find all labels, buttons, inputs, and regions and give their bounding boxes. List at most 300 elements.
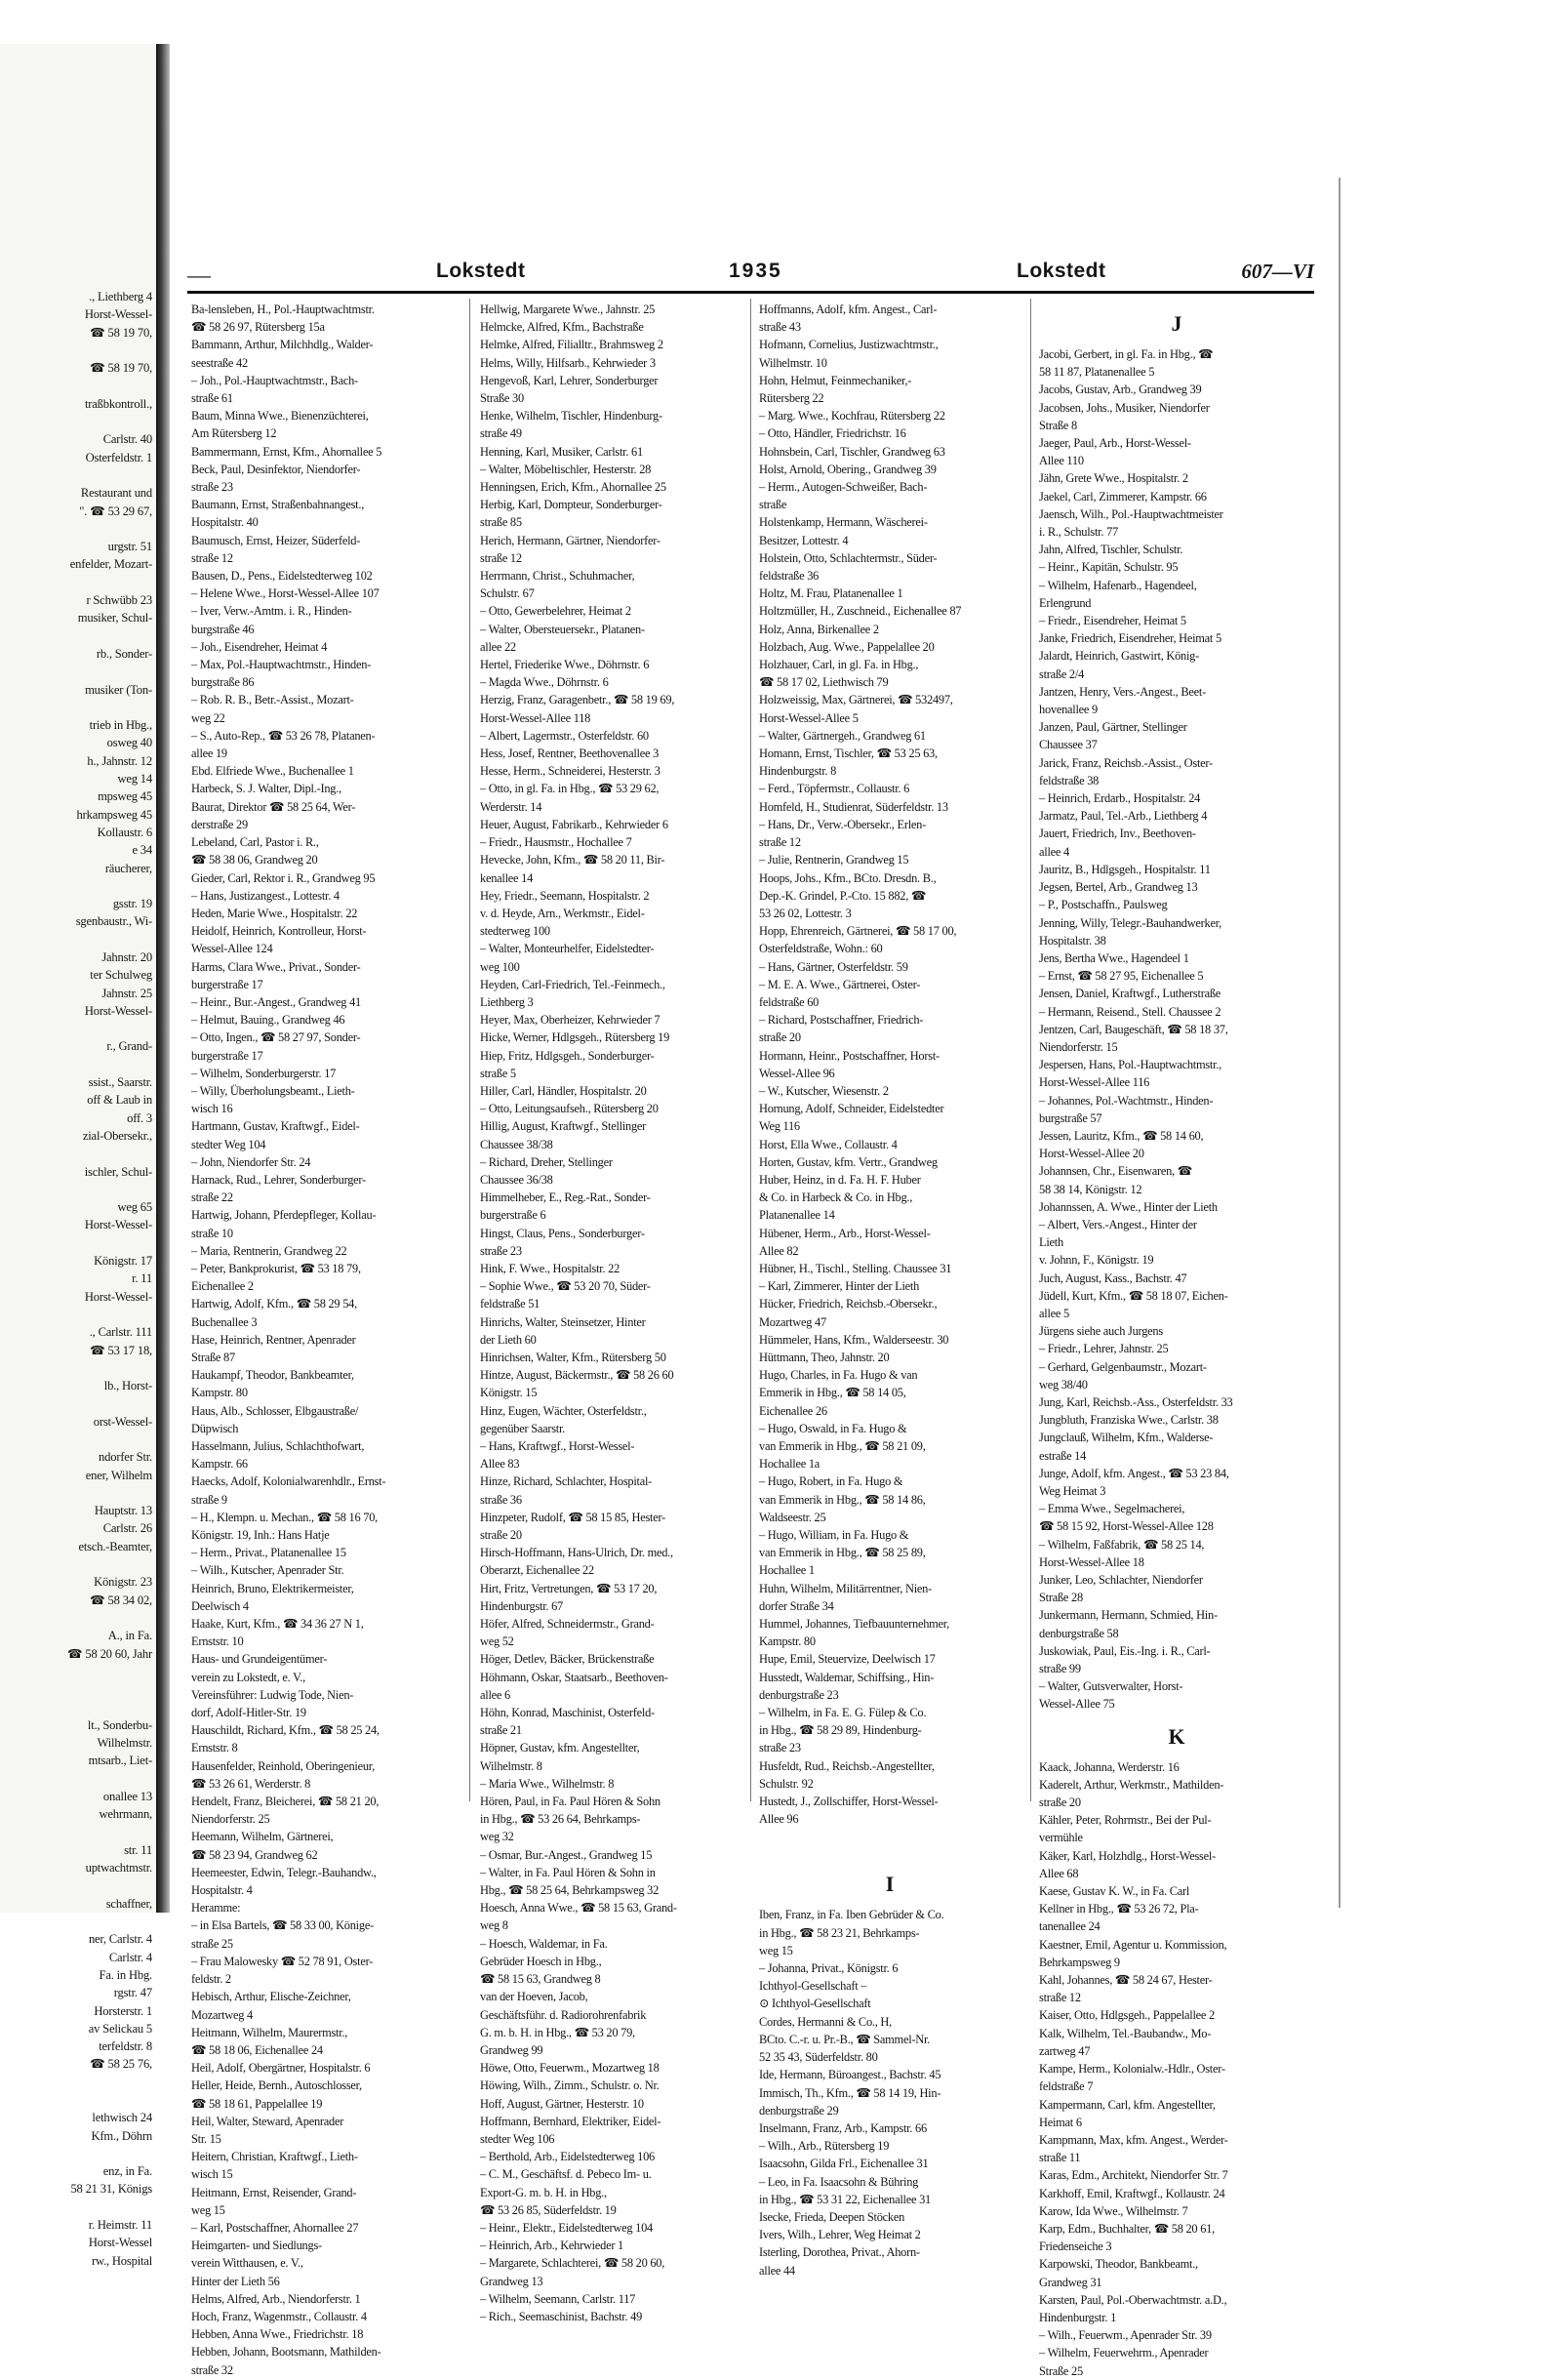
directory-column-3 (759, 301, 1021, 2279)
directory-entry-line: Kampstr. 80 (759, 1634, 816, 1649)
directory-entry-line: – Margarete, Schlachterei, ☎ 58 20 60, (480, 2256, 665, 2271)
directory-entry-line: – Heinr., Kapitän, Schulstr. 95 (1039, 560, 1179, 575)
directory-entry-line: Hoch, Franz, Wagenmstr., Collaustr. 4 (191, 2309, 367, 2323)
facing-page-line: ener, Wilhelm (85, 1468, 152, 1482)
directory-entry-line: Hindenburgstr. 1 (1039, 2310, 1117, 2324)
facing-page-line: Horst-Wessel- (84, 1003, 152, 1018)
directory-entry-line: Helmke, Alfred, Filialltr., Brahmsweg 2 (480, 338, 663, 352)
directory-entry-line: – Hugo, Robert, in Fa. Hugo & (759, 1474, 903, 1489)
directory-entry-line: Hospitalstr. 38 (1039, 933, 1106, 948)
blank-line (0, 1181, 156, 1198)
directory-entry-line: straße 10 (191, 1226, 233, 1240)
directory-entry-line: Kampstr. 66 (191, 1457, 248, 1472)
directory-entry-line: – W., Kutscher, Wiesenstr. 2 (759, 1083, 889, 1098)
page-number: 607—VI (1241, 260, 1314, 283)
directory-entry-line: Chaussee 36/38 (480, 1172, 553, 1187)
directory-entry-line: Erlengrund (1039, 595, 1092, 610)
directory-entry-line: Hoffmanns, Adolf, kfm. Angest., Carl- (759, 303, 938, 316)
directory-entry-line: straße 12 (480, 550, 522, 565)
facing-page-line: onallee 13 (102, 1789, 152, 1803)
directory-entry-line: Heyer, Max, Oberheizer, Kehrwieder 7 (480, 1013, 660, 1028)
directory-entry-line: Hey, Friedr., Seemann, Hospitalstr. 2 (480, 888, 650, 903)
facing-page-line: räucherer, (104, 861, 152, 875)
blank-line (0, 377, 156, 394)
directory-entry-line: feldstraße 36 (759, 569, 820, 584)
directory-entry-line: Jessen, Lauritz, Kfm., ☎ 58 14 60, (1039, 1128, 1204, 1143)
facing-page-line: uptwachtmstr. (85, 1861, 152, 1876)
directory-entry-line: Haus- und Grundeigentümer- (191, 1652, 328, 1667)
facing-page-line: off & Laub in (87, 1093, 152, 1108)
facing-page-line: weg 14 (117, 772, 152, 787)
directory-entry-line: Heidolf, Heinrich, Kontrolleur, Horst- (191, 924, 367, 939)
blank-line (0, 574, 156, 591)
facing-page-line: r. 11 (132, 1271, 152, 1286)
directory-column-4 (1039, 301, 1314, 2380)
directory-entry-line: Werderstr. 14 (480, 799, 542, 814)
directory-entry-line: allee 4 (1039, 844, 1069, 859)
facing-page-line: ., Carlstr. 111 (89, 1325, 152, 1340)
directory-entry-line: Hiller, Carl, Händler, Hospitalstr. 20 (480, 1083, 647, 1098)
facing-page-line: ssist., Saarstr. (88, 1075, 152, 1090)
directory-entry-line: – Emma Wwe., Segelmacherei, (1039, 1502, 1185, 1516)
header-place-left: Lokstedt (436, 260, 526, 282)
header-place-right: Lokstedt (1017, 260, 1106, 282)
directory-entry-line: – M. E. A. Wwe., Gärtnerei, Oster- (759, 977, 921, 991)
directory-entry-line: – Hans, Justizangest., Lottestr. 4 (191, 888, 340, 903)
directory-entry-line: Jens, Bertha Wwe., Hagendeel 1 (1039, 950, 1189, 965)
directory-entry-line: straße 23 (191, 480, 233, 495)
directory-entry-line: 53 26 02, Lottestr. 3 (759, 906, 852, 920)
directory-entry-line: – Hans, Kraftwgf., Horst-Wessel- (480, 1439, 635, 1453)
directory-entry-line: ☎ 58 23 94, Grandweg 62 (191, 1847, 318, 1862)
facing-page-line: lb., Horst- (103, 1379, 152, 1393)
directory-entry-line: Hasselmann, Julius, Schlachthofwart, (191, 1439, 365, 1453)
directory-entry-line: Kaese, Gustav K. W., in Fa. Carl (1039, 1884, 1190, 1899)
directory-entry-line: Holzhauer, Carl, in gl. Fa. in Hbg., (759, 658, 919, 672)
directory-entry-line: Baumusch, Ernst, Heizer, Süderfeld- (191, 533, 361, 547)
facing-page-line: gsstr. 19 (112, 897, 152, 911)
directory-entry-line: Wilhelmstr. 10 (759, 355, 827, 370)
directory-entry-line: Helmcke, Alfred, Kfm., Bachstraße (480, 320, 644, 335)
directory-entry-line: van Emmerik in Hbg., ☎ 58 21 09, (759, 1439, 926, 1453)
directory-entry-line: allee 5 (1039, 1306, 1069, 1320)
directory-entry-line: Karas, Edm., Architekt, Niendorfer Str. 7 (1039, 2168, 1228, 2183)
directory-entry-line: Holstein, Otto, Schlachtermstr., Süder- (759, 550, 938, 565)
directory-entry-line: Heden, Marie Wwe., Hospitalstr. 22 (191, 906, 358, 920)
directory-entry-line: – Walter, Gutsverwalter, Horst- (1039, 1679, 1183, 1694)
directory-entry-line: weg 15 (759, 1943, 793, 1957)
directory-entry-line: Heitmann, Wilhelm, Maurermstr., (191, 2025, 348, 2039)
blank-line (0, 1698, 156, 1715)
directory-entry-line: Kampermann, Carl, kfm. Angestellter, (1039, 2097, 1216, 2112)
directory-entry-line: in Hbg., ☎ 58 29 89, Hindenburg- (759, 1723, 922, 1738)
directory-entry-line: Henke, Wilhelm, Tischler, Hindenburg- (480, 409, 662, 424)
directory-entry-line: Baum, Minna Wwe., Bienenzüchterei, (191, 409, 369, 424)
directory-entry-line: – Hugo, William, in Fa. Hugo & (759, 1528, 909, 1543)
facing-page-line: Jahnstr. 20 (101, 949, 152, 964)
directory-entry-line: Grandweg 99 (480, 2042, 543, 2057)
directory-entry-line: – Wilh., Arb., Rütersberg 19 (759, 2139, 890, 2154)
directory-entry-line: weg 32 (480, 1830, 514, 1844)
directory-entry-line: Hirsch-Hoffmann, Hans-Ulrich, Dr. med., (480, 1546, 673, 1560)
directory-entry-line: Harbeck, S. J. Walter, Dipl.-Ing., (191, 782, 341, 796)
directory-entry-line: straße 61 (191, 391, 233, 406)
header-rule (187, 291, 1314, 294)
facing-page-line: sgenbaustr., Wi- (75, 914, 152, 929)
directory-entry-line: – Osmar, Bur.-Angest., Grandweg 15 (480, 1847, 653, 1862)
blank-line (0, 1394, 156, 1412)
directory-entry-line: dorfer Straße 34 (759, 1598, 834, 1613)
directory-entry-line: Hüttmann, Theo, Jahnstr. 20 (759, 1350, 890, 1364)
directory-entry-line: Straße 87 (191, 1350, 235, 1364)
directory-entry-line: straße 23 (480, 1243, 522, 1258)
directory-entry-line: G. m. b. H. in Hbg., ☎ 53 20 79, (480, 2025, 635, 2039)
directory-entry-line: – Willy, Überholungsbeamt., Lieth- (191, 1083, 355, 1098)
directory-entry-line: Herrmann, Christ., Schuhmacher, (480, 569, 635, 584)
directory-entry-line: Kahl, Johannes, ☎ 58 24 67, Hester- (1039, 1973, 1213, 1988)
directory-entry-line: – Hoesch, Waldemar, in Fa. (480, 1936, 608, 1951)
directory-entry-line: Straße 30 (480, 391, 524, 406)
directory-entry-line: – Gerhard, Gelgenbaumstr., Mozart- (1039, 1359, 1207, 1374)
blank-line (0, 1663, 156, 1680)
directory-entry-line: – Peter, Bankprokurist, ☎ 53 18 79, (191, 1261, 361, 1275)
directory-entry-line: Jegsen, Bertel, Arb., Grandweg 13 (1039, 880, 1198, 895)
directory-entry-line: – Rob. R. B., Betr.-Assist., Mozart- (191, 693, 354, 707)
directory-entry-line: Jaeger, Paul, Arb., Horst-Wessel- (1039, 436, 1191, 451)
directory-entry-line: Holz, Anna, Birkenallee 2 (759, 622, 879, 636)
directory-entry-line: – Frau Malowesky ☎ 52 78 91, Oster- (191, 1954, 374, 1968)
facing-page-line: r Schwübb 23 (86, 593, 152, 608)
directory-entry-line: – Otto, Ingen., ☎ 58 27 97, Sonder- (191, 1030, 361, 1045)
directory-entry-line: in Hbg., ☎ 53 31 22, Eichenallee 31 (759, 2192, 931, 2206)
directory-entry-line: – Otto, Leitungsaufseh., Rütersberg 20 (480, 1102, 659, 1116)
facing-page-line: off. 3 (127, 1110, 152, 1125)
directory-entry-line: ☎ 53 26 85, Süderfeldstr. 19 (480, 2202, 617, 2217)
directory-entry-line: Hupe, Emil, Steuervize, Deelwisch 17 (759, 1652, 936, 1667)
directory-entry-line: ☎ 58 17 02, Liethwisch 79 (759, 675, 889, 690)
directory-entry-line: – S., Auto-Rep., ☎ 53 26 78, Platanen- (191, 728, 376, 743)
directory-entry-line: – Wilhelm, Feuerwehrm., Apenrader (1039, 2346, 1209, 2360)
facing-page-line: Königstr. 23 (94, 1575, 152, 1590)
directory-entry-line: Lieth (1039, 1235, 1063, 1250)
directory-entry-line: straße 23 (759, 1741, 801, 1755)
directory-entry-line: Allee 96 (759, 1812, 799, 1827)
directory-entry-line: Jaensch, Wilh., Pol.-Hauptwachtmeister (1039, 506, 1223, 521)
directory-entry-line: Düpwisch (191, 1421, 239, 1435)
directory-entry-line: – Otto, in gl. Fa. in Hbg., ☎ 53 29 62, (480, 782, 660, 796)
facing-page-line: ☎ 58 25 76, (90, 2057, 152, 2072)
directory-entry-line: Straße 8 (1039, 418, 1077, 432)
directory-entry-line: denburgstraße 29 (759, 2103, 839, 2118)
directory-entry-line: – Friedr., Eisendreher, Heimat 5 (1039, 614, 1186, 628)
directory-entry-line: Osterfeldstraße, Wohn.: 60 (759, 942, 883, 956)
directory-entry-line: 58 38 14, Königstr. 12 (1039, 1182, 1142, 1196)
directory-entry-line: seestraße 42 (191, 355, 248, 370)
directory-entry-line: Liethberg 3 (480, 994, 534, 1009)
directory-entry-line: straße 20 (480, 1528, 522, 1543)
directory-entry-line: Hertel, Friederike Wwe., Döhrnstr. 6 (480, 658, 650, 672)
directory-entry-line: Hevecke, John, Kfm., ☎ 58 20 11, Bir- (480, 853, 665, 867)
directory-entry-line: straße 21 (480, 1723, 522, 1738)
directory-entry-line: derstraße 29 (191, 817, 248, 831)
blank-line (0, 1306, 156, 1323)
directory-entry-line: Karsten, Paul, Pol.-Oberwachtmstr. a.D., (1039, 2292, 1227, 2307)
facing-page-line: hrkampsweg 45 (76, 807, 152, 822)
facing-page-line: Königstr. 17 (94, 1254, 152, 1269)
blank-line (0, 1359, 156, 1377)
directory-entry-line: Heil, Adolf, Obergärtner, Hospitalstr. 6 (191, 2061, 371, 2076)
directory-entry-line: Jespersen, Hans, Pol.-Hauptwachtmstr., (1039, 1058, 1221, 1072)
facing-page-line: Wilhelmstr. (97, 1736, 152, 1751)
directory-entry-line: Junker, Leo, Schlachter, Niendorfer (1039, 1573, 1203, 1588)
directory-entry-line: – Iver, Verw.-Amtm. i. R., Hinden- (191, 604, 352, 619)
directory-entry-line: – Albert, Vers.-Angest., Hinter der (1039, 1217, 1197, 1231)
directory-entry-line: straße (759, 498, 787, 512)
directory-entry-line: – Rich., Seemaschinist, Bachstr. 49 (480, 2309, 643, 2323)
directory-entry-line: Buchenallee 3 (191, 1314, 258, 1329)
directory-column-1 (191, 301, 453, 2379)
directory-entry-line: straße 49 (480, 426, 522, 441)
blank-line (0, 627, 156, 645)
facing-page-line: rw., Hospital (92, 2253, 152, 2268)
directory-entry-line: Beck, Paul, Desinfektor, Niendorfer- (191, 462, 361, 476)
directory-entry-line: Hohnsbein, Carl, Tischler, Grandweg 63 (759, 444, 945, 459)
facing-page-line: enfelder, Mozart- (69, 557, 152, 572)
directory-entry-line: Jauritz, B., Hdlgsgeh., Hospitalstr. 11 (1039, 862, 1211, 876)
facing-page-line: ☎ 58 20 60, Jahr (67, 1646, 152, 1661)
facing-page-line: Osterfeldstr. 1 (85, 450, 152, 464)
blank-line (0, 1680, 156, 1698)
directory-entry-line: feldstraße 51 (480, 1297, 540, 1311)
directory-entry-line: Geschäftsführ. d. Radiorohrenfabrik (480, 2007, 647, 2022)
facing-page-line: ner, Carlstr. 4 (88, 1932, 152, 1947)
facing-page-line: Carlstr. 4 (108, 1950, 152, 1964)
directory-entry-line: Husstedt, Waldemar, Schiffsing., Hin- (759, 1670, 935, 1684)
column-rule (750, 299, 751, 1801)
directory-entry-line: – Wilhelm, Faßfabrik, ☎ 58 25 14, (1039, 1537, 1205, 1552)
directory-entry-line: Waldseestr. 25 (759, 1510, 826, 1524)
section-letter-heading: I (885, 1872, 895, 1897)
directory-entry-line: – Karl, Zimmerer, Hinter der Lieth (759, 1279, 920, 1294)
directory-entry-line: dorf, Adolf-Hitler-Str. 19 (191, 1706, 306, 1720)
directory-entry-line: – Max, Pol.-Hauptwachtmstr., Hinden- (191, 658, 372, 672)
directory-entry-line: ☎ 58 15 63, Grandweg 8 (480, 1972, 601, 1987)
directory-entry-line: Allee 110 (1039, 454, 1084, 468)
directory-entry-line: Höfer, Alfred, Schneidermstr., Grand- (480, 1617, 655, 1632)
directory-entry-line: – Helmut, Bauing., Grandweg 46 (191, 1013, 345, 1028)
directory-entry-line: – Walter, Monteurhelfer, Eidelstedter- (480, 942, 655, 956)
directory-entry-line: – Julie, Rentnerin, Grandweg 15 (759, 853, 909, 867)
directory-entry-line: BCto. C.-r. u. Pr.-B., ☎ Sammel-Nr. (759, 2032, 930, 2046)
directory-entry-line: – Heinrich, Erdarb., Hospitalstr. 24 (1039, 791, 1201, 806)
directory-entry-line: Kampe, Herm., Kolonialw.-Hdlr., Oster- (1039, 2062, 1225, 2077)
directory-entry-line: Baumann, Ernst, Straßenbahnangest., (191, 498, 365, 512)
directory-entry-line: Emmerik in Hbg., ☎ 58 14 05, (759, 1386, 906, 1400)
facing-page-line: mtsarb., Liet- (88, 1754, 152, 1768)
blank-line (0, 1555, 156, 1573)
facing-page-line: wehrmann, (99, 1807, 152, 1822)
facing-page-line: zial-Obersekr., (82, 1128, 152, 1143)
directory-entry-line: straße 20 (759, 1030, 801, 1045)
directory-entry-line: tanenallee 24 (1039, 1919, 1101, 1934)
directory-entry-line: Hoffmann, Bernhard, Elektriker, Eidel- (480, 2114, 661, 2128)
directory-entry-line: Hillig, August, Kraftwgf., Stellinger (480, 1119, 647, 1134)
directory-entry-line: – Richard, Postschaffner, Friedrich- (759, 1013, 924, 1028)
directory-entry-line: weg 38/40 (1039, 1377, 1088, 1392)
directory-entry-line: Hindenburgstr. 67 (480, 1598, 564, 1613)
directory-entry-line: – Friedr., Lehrer, Jahnstr. 25 (1039, 1342, 1169, 1356)
directory-entry-line: Grandweg 13 (480, 2274, 543, 2288)
facing-page-line: ☎ 53 17 18, (90, 1343, 152, 1357)
directory-entry-line: Gebrüder Hoesch in Hbg., (480, 1954, 602, 1968)
section-letter-heading: K (1168, 1723, 1185, 1749)
directory-entry-line: in Hbg., ☎ 53 26 64, Behrkamps- (480, 1812, 641, 1827)
directory-entry-line: Gieder, Carl, Rektor i. R., Grandweg 95 (191, 870, 376, 885)
directory-entry-line: Hauschildt, Richard, Kfm., ☎ 58 25 24, (191, 1723, 380, 1738)
directory-entry-line: Dep.-K. Grindel, P.-Cto. 15 882, ☎ (759, 888, 927, 903)
directory-entry-line: wisch 16 (191, 1102, 233, 1116)
blank-line (0, 1876, 156, 1894)
facing-page-line: osweg 40 (106, 736, 152, 750)
directory-entry-line: Haake, Kurt, Kfm., ☎ 34 36 27 N 1, (191, 1617, 364, 1632)
directory-entry-line: verein zu Lokstedt, e. V., (191, 1670, 305, 1684)
directory-entry-line: Helms, Alfred, Arb., Niendorferstr. 1 (191, 2291, 361, 2306)
directory-entry-line: allee 22 (480, 639, 516, 654)
directory-entry-line: – C. M., Geschäftsf. d. Pebeco Im- u. (480, 2167, 652, 2182)
directory-entry-line: burgstraße 57 (1039, 1110, 1102, 1125)
directory-entry-line: straße 32 (191, 2362, 233, 2377)
directory-entry-line: wisch 15 (191, 2167, 233, 2182)
facing-page-line: ☎ 58 19 70, (90, 325, 152, 340)
directory-entry-line: Horten, Gustav, kfm. Vertr., Grandweg (759, 1154, 938, 1169)
directory-entry-line: Ide, Hermann, Büroangest., Bachstr. 45 (759, 2068, 941, 2082)
directory-entry-line: ☎ 58 18 61, Pappelallee 19 (191, 2096, 323, 2111)
directory-entry-line: – Wilhelm, in Fa. E. G. Fülep & Co. (759, 1706, 927, 1720)
directory-entry-line: Allee 82 (759, 1243, 799, 1258)
directory-entry-line: Behrkampsweg 9 (1039, 1955, 1120, 1969)
directory-entry-line: – P., Postschaffn., Paulsweg (1039, 898, 1168, 912)
directory-entry-line: Käker, Karl, Holzhdlg., Horst-Wessel- (1039, 1848, 1216, 1863)
directory-entry-line: van Emmerik in Hbg., ☎ 58 25 89, (759, 1546, 926, 1560)
directory-entry-line: Holzbach, Aug. Wwe., Pappelallee 20 (759, 639, 935, 654)
directory-entry-line: Export-G. m. b. H. in Hbg., (480, 2185, 607, 2199)
blank-line (0, 1145, 156, 1162)
directory-entry-line: – Johanna, Privat., Königstr. 6 (759, 1961, 899, 1976)
directory-entry-line: Heimgarten- und Siedlungs- (191, 2239, 322, 2253)
blank-line (0, 663, 156, 680)
directory-entry-line: Juch, August, Kass., Bachstr. 47 (1039, 1271, 1187, 1285)
directory-entry-line: – Maria, Rentnerin, Grandweg 22 (191, 1243, 347, 1258)
directory-entry-line: Janke, Friedrich, Eisendreher, Heimat 5 (1039, 631, 1221, 646)
facing-page-line: rgstr. 47 (113, 1986, 152, 2000)
directory-entry-line: Hopp, Ehrenreich, Gärtnerei, ☎ 58 17 00, (759, 924, 957, 939)
directory-entry-line: denburgstraße 58 (1039, 1626, 1119, 1640)
directory-entry-line: – Heinr., Bur.-Angest., Grandweg 41 (191, 994, 361, 1009)
directory-entry-line: Grandweg 31 (1039, 2275, 1102, 2289)
facing-page-line: A., in Fa. (107, 1629, 152, 1643)
facing-page-line: etsch.-Beamter, (78, 1539, 152, 1553)
directory-entry-line: – Wilhelm, Hafenarb., Hagendeel, (1039, 578, 1197, 592)
directory-entry-line: Karkhoff, Emil, Kraftwgf., Kollaustr. 24 (1039, 2186, 1225, 2200)
directory-entry-line: – Johannes, Pol.-Wachtmstr., Hinden- (1039, 1093, 1214, 1108)
directory-entry-line: – Joh., Pol.-Hauptwachtmstr., Bach- (191, 373, 358, 387)
directory-entry-line: Schulstr. 92 (759, 1776, 814, 1791)
directory-entry-line: – Walter, Gärtnergeh., Grandweg 61 (759, 728, 926, 743)
blank-line (0, 931, 156, 948)
header-dash: —— (187, 269, 211, 283)
facing-page-line: terfeldstr. 8 (99, 2039, 152, 2054)
directory-entry-line: Ernststr. 8 (191, 1741, 238, 1755)
directory-entry-line: allee 19 (191, 746, 227, 761)
directory-entry-line: Karow, Ida Wwe., Wilhelmstr. 7 (1039, 2203, 1188, 2218)
directory-entry-line: Homfeld, H., Studienrat, Süderfeldstr. 13 (759, 799, 948, 814)
directory-entry-line: Jarick, Franz, Reichsb.-Assist., Oster- (1039, 755, 1213, 770)
facing-page-line: e 34 (132, 843, 152, 858)
directory-entry-line: Kampstr. 80 (191, 1386, 248, 1400)
blank-line (0, 1234, 156, 1252)
blank-line (0, 342, 156, 359)
directory-entry-line: Hummel, Johannes, Tiefbauunternehmer, (759, 1617, 950, 1632)
directory-entry-line: Hinrichs, Walter, Steinsetzer, Hinter (480, 1314, 646, 1329)
directory-entry-line: in Hbg., ☎ 58 23 21, Behrkamps- (759, 1925, 920, 1940)
directory-entry-line: – Albert, Lagermstr., Osterfeldstr. 60 (480, 728, 649, 743)
directory-entry-line: Johannsen, Chr., Eisenwaren, ☎ (1039, 1164, 1192, 1179)
directory-entry-line: Allee 68 (1039, 1866, 1079, 1880)
directory-entry-line: Herich, Hermann, Gärtner, Niendorfer- (480, 533, 660, 547)
facing-page-line: lethwisch 24 (92, 2111, 152, 2125)
directory-entry-line: Janzen, Paul, Gärtner, Stellinger (1039, 720, 1187, 735)
directory-entry-line: Chaussee 37 (1039, 738, 1098, 752)
directory-entry-line: Hingst, Claus, Pens., Sonderburger- (480, 1226, 645, 1240)
blank-line (0, 1056, 156, 1073)
directory-entry-line: burgstraße 46 (191, 622, 255, 636)
running-header (187, 260, 1314, 287)
facing-page-line: Horst-Wessel- (84, 1218, 152, 1232)
directory-entry-line: stedter Weg 106 (480, 2131, 555, 2146)
directory-entry-line: Hümmeler, Hans, Kfm., Walderseestr. 30 (759, 1332, 949, 1347)
directory-entry-line: – Ernst, ☎ 58 27 95, Eichenallee 5 (1039, 969, 1204, 984)
directory-entry-line: Hormann, Heinr., Postschaffner, Horst- (759, 1048, 940, 1063)
directory-entry-line: gegenüber Saarstr. (480, 1421, 566, 1435)
directory-entry-line: Harms, Clara Wwe., Privat., Sonder- (191, 959, 361, 974)
directory-entry-line: Heyden, Carl-Friedrich, Tel.-Feinmech., (480, 977, 665, 991)
directory-entry-line: Platanenallee 14 (759, 1208, 835, 1223)
facing-page-line: ., Liethberg 4 (89, 290, 152, 303)
directory-entry-line: Juskowiak, Paul, Eis.-Ing. i. R., Carl- (1039, 1643, 1211, 1658)
directory-entry-line: Huber, Heinz, in d. Fa. H. F. Huber (759, 1172, 921, 1187)
directory-entry-line: Jung, Karl, Reichsb.-Ass., Osterfeldstr. 33 (1039, 1394, 1233, 1409)
directory-entry-line: – in Elsa Bartels, ☎ 58 33 00, Könige- (191, 1918, 374, 1933)
facing-page-line: Kfm., Döhrn (91, 2128, 152, 2143)
blank-line (0, 466, 156, 484)
facing-page-line: r., Grand- (106, 1039, 152, 1054)
directory-entry-line: Johannssen, A. Wwe., Hinter der Lieth (1039, 1199, 1218, 1214)
directory-entry-line: – Otto, Händler, Friedrichstr. 16 (759, 426, 906, 441)
directory-entry-line: Junkermann, Hermann, Schmied, Hin- (1039, 1608, 1218, 1623)
directory-entry-line: Homann, Ernst, Tischler, ☎ 53 25 63, (759, 746, 938, 761)
directory-entry-line: Horst, Ella Wwe., Collaustr. 4 (759, 1137, 898, 1151)
directory-entry-line: Isaacsohn, Gilda Frl., Eichenallee 31 (759, 2157, 929, 2171)
directory-entry-line: Jacobs, Gustav, Arb., Grandweg 39 (1039, 383, 1202, 397)
directory-entry-line: ☎ 58 15 92, Horst-Wessel-Allee 128 (1039, 1519, 1214, 1534)
directory-entry-line: Hesse, Herm., Schneiderei, Hesterstr. 3 (480, 764, 660, 779)
directory-entry-line: Hartmann, Gustav, Kraftwgf., Eidel- (191, 1119, 360, 1134)
directory-entry-line: Hicke, Werner, Hdlgsgeh., Rütersberg 19 (480, 1030, 670, 1045)
directory-entry-line: i. R., Schulstr. 77 (1039, 525, 1118, 540)
directory-entry-line: – Leo, in Fa. Isaacsohn & Bühring (759, 2174, 919, 2189)
column-rule (469, 299, 470, 1801)
directory-entry-line: Straße 28 (1039, 1591, 1083, 1605)
